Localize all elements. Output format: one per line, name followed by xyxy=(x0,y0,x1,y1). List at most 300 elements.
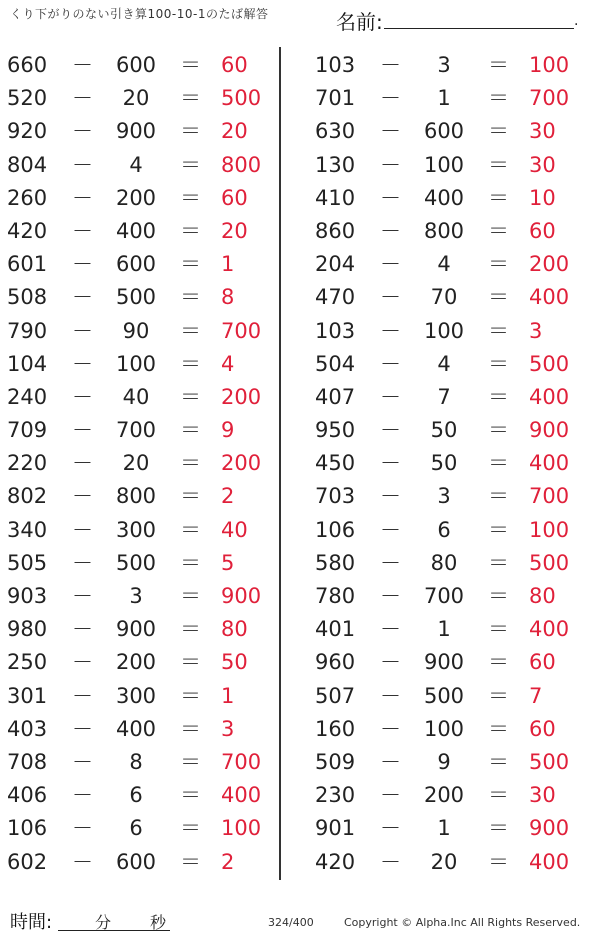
worksheet-title: くり下がりのない引き算100-10-1のたば解答 xyxy=(10,7,269,21)
problem-row xyxy=(0,214,275,247)
subtrahend: 4 xyxy=(437,351,451,376)
equals-sign: ＝ xyxy=(180,617,201,642)
answer: 9 xyxy=(221,418,235,443)
answer: 60 xyxy=(529,218,556,243)
time-label: 時間: xyxy=(10,912,53,933)
equals-sign: ＝ xyxy=(488,550,509,575)
minuend: 920 xyxy=(7,119,48,144)
equals-sign: ＝ xyxy=(180,351,201,376)
problem-row xyxy=(0,845,275,878)
minuend: 103 xyxy=(315,53,356,77)
answer: 700 xyxy=(221,318,262,343)
subtrahend: 1 xyxy=(437,86,451,111)
minuend: 701 xyxy=(315,86,356,111)
equals-sign: ＝ xyxy=(488,716,509,741)
minus-sign: － xyxy=(72,119,93,144)
equals-sign: ＝ xyxy=(488,318,509,343)
equals-sign: ＝ xyxy=(488,86,509,111)
subtrahend: 20 xyxy=(122,451,150,476)
answer: 10 xyxy=(529,185,556,210)
problem-row xyxy=(308,446,583,479)
minus-sign: － xyxy=(72,185,93,210)
equals-sign: ＝ xyxy=(488,384,509,409)
problem-row xyxy=(308,81,583,114)
minus-sign: － xyxy=(380,749,401,774)
subtrahend: 900 xyxy=(115,119,157,144)
problem-row xyxy=(308,845,583,878)
minus-sign: － xyxy=(380,86,401,111)
minuend: 250 xyxy=(7,650,48,675)
equals-sign: ＝ xyxy=(488,152,509,177)
minuend: 470 xyxy=(315,285,356,310)
minus-sign: － xyxy=(380,185,401,210)
equals-sign: ＝ xyxy=(180,716,201,741)
minus-sign: － xyxy=(72,418,93,443)
subtrahend: 500 xyxy=(115,285,157,310)
subtrahend: 20 xyxy=(430,849,458,874)
subtrahend: 600 xyxy=(115,252,157,277)
answer: 200 xyxy=(221,384,262,409)
subtrahend: 4 xyxy=(437,252,451,277)
subtrahend: 6 xyxy=(129,816,143,841)
equals-sign: ＝ xyxy=(488,584,509,608)
minuend: 106 xyxy=(7,816,48,841)
subtrahend: 90 xyxy=(122,318,150,343)
minus-sign: － xyxy=(380,617,401,642)
answer: 900 xyxy=(529,816,570,841)
copyright: Copyright © Alpha.Inc All Rights Reserved. xyxy=(344,916,581,929)
equals-sign: ＝ xyxy=(180,384,201,409)
minus-sign: － xyxy=(72,86,93,111)
answer: 8 xyxy=(221,285,235,310)
problem-row xyxy=(308,745,583,778)
subtrahend: 50 xyxy=(430,451,458,476)
minus-sign: － xyxy=(72,617,93,642)
equals-sign: ＝ xyxy=(180,252,201,277)
minuend: 340 xyxy=(7,517,48,542)
minuend: 406 xyxy=(7,783,48,808)
equals-sign: ＝ xyxy=(180,749,201,774)
subtrahend: 700 xyxy=(115,418,157,443)
minuend: 703 xyxy=(315,484,356,509)
problem-row xyxy=(308,48,583,81)
answer: 500 xyxy=(529,550,570,575)
equals-sign: ＝ xyxy=(180,484,201,509)
minuend: 790 xyxy=(7,318,48,343)
minuend: 420 xyxy=(7,218,48,243)
equals-sign: ＝ xyxy=(488,252,509,277)
minuend: 602 xyxy=(7,849,48,874)
subtrahend: 400 xyxy=(115,218,157,243)
minuend: 504 xyxy=(315,351,356,376)
problem-row xyxy=(0,181,275,214)
problem-row xyxy=(308,214,583,247)
minuend: 708 xyxy=(7,749,48,774)
problem-row xyxy=(0,413,275,446)
minuend: 804 xyxy=(7,152,48,177)
minus-sign: － xyxy=(72,351,93,376)
minus-sign: － xyxy=(72,716,93,741)
problem-row xyxy=(308,380,583,413)
problem-row xyxy=(308,479,583,512)
problem-row xyxy=(308,645,583,678)
subtrahend: 70 xyxy=(430,285,458,310)
equals-sign: ＝ xyxy=(180,218,201,243)
subtrahend: 500 xyxy=(115,550,157,575)
minuend: 860 xyxy=(315,218,356,243)
answer: 50 xyxy=(221,650,248,675)
subtrahend: 20 xyxy=(122,86,150,111)
subtrahend: 900 xyxy=(115,617,157,642)
minuend: 260 xyxy=(7,185,48,210)
equals-sign: ＝ xyxy=(488,617,509,642)
minus-sign: － xyxy=(380,584,401,608)
subtrahend: 6 xyxy=(129,783,143,808)
minus-sign: － xyxy=(380,53,401,77)
equals-sign: ＝ xyxy=(180,285,201,310)
minus-sign: － xyxy=(72,285,93,310)
problem-row xyxy=(308,679,583,712)
subtrahend: 3 xyxy=(437,484,451,509)
answer: 900 xyxy=(221,584,262,608)
minuend: 509 xyxy=(315,749,356,774)
problem-row xyxy=(0,446,275,479)
minuend: 104 xyxy=(7,351,48,376)
subtrahend: 200 xyxy=(115,185,157,210)
answer: 5 xyxy=(221,550,235,575)
page-number: 324/400 xyxy=(268,916,314,929)
minus-sign: － xyxy=(72,384,93,409)
subtrahend: 80 xyxy=(430,550,458,575)
equals-sign: ＝ xyxy=(180,53,201,77)
answer: 30 xyxy=(529,783,556,808)
problem-row xyxy=(308,347,583,380)
problem-row xyxy=(308,280,583,313)
subtrahend: 500 xyxy=(423,683,465,708)
seconds-label: 秒 xyxy=(150,913,167,932)
problem-row xyxy=(0,546,275,579)
minus-sign: － xyxy=(380,218,401,243)
left-problem-column xyxy=(0,48,275,878)
subtrahend: 100 xyxy=(423,318,465,343)
problem-row xyxy=(308,181,583,214)
minuend: 505 xyxy=(7,550,48,575)
subtrahend: 6 xyxy=(437,517,451,542)
minuend: 660 xyxy=(7,53,48,77)
minuend: 780 xyxy=(315,584,356,608)
problem-row xyxy=(308,579,583,612)
minuend: 709 xyxy=(7,418,48,443)
answer: 500 xyxy=(221,86,262,111)
problem-row xyxy=(308,712,583,745)
subtrahend: 600 xyxy=(423,119,465,144)
problem-row xyxy=(0,347,275,380)
minus-sign: － xyxy=(72,517,93,542)
answer: 400 xyxy=(529,617,570,642)
subtrahend: 8 xyxy=(129,749,143,774)
problem-row xyxy=(0,513,275,546)
minuend: 630 xyxy=(315,119,356,144)
subtrahend: 7 xyxy=(437,384,451,409)
equals-sign: ＝ xyxy=(488,683,509,708)
minus-sign: － xyxy=(72,816,93,841)
subtrahend: 900 xyxy=(423,650,465,675)
problem-row xyxy=(0,645,275,678)
minuend: 106 xyxy=(315,517,356,542)
problem-row xyxy=(308,513,583,546)
minuend: 802 xyxy=(7,484,48,509)
minuend: 407 xyxy=(315,384,356,409)
subtrahend: 200 xyxy=(423,783,465,808)
answer: 800 xyxy=(221,152,262,177)
subtrahend: 1 xyxy=(437,617,451,642)
answer: 700 xyxy=(221,749,262,774)
minuend: 240 xyxy=(7,384,48,409)
answer: 1 xyxy=(221,252,235,277)
problem-row xyxy=(0,314,275,347)
problem-row xyxy=(0,712,275,745)
minus-sign: － xyxy=(380,550,401,575)
minus-sign: － xyxy=(380,484,401,509)
answer: 400 xyxy=(529,451,570,476)
equals-sign: ＝ xyxy=(488,816,509,841)
problem-row xyxy=(308,546,583,579)
answer: 100 xyxy=(529,517,570,542)
minuend: 130 xyxy=(315,152,356,177)
minus-sign: － xyxy=(72,152,93,177)
answer: 60 xyxy=(221,53,248,77)
answer: 60 xyxy=(221,185,248,210)
minuend: 220 xyxy=(7,451,48,476)
subtrahend: 4 xyxy=(129,152,143,177)
problem-row xyxy=(0,81,275,114)
minuend: 230 xyxy=(315,783,356,808)
minus-sign: － xyxy=(380,683,401,708)
answer: 20 xyxy=(221,119,248,144)
minuend: 410 xyxy=(315,185,356,210)
subtrahend: 50 xyxy=(430,418,458,443)
answer: 700 xyxy=(529,86,570,111)
minus-sign: － xyxy=(380,384,401,409)
minus-sign: － xyxy=(72,550,93,575)
equals-sign: ＝ xyxy=(488,351,509,376)
subtrahend: 400 xyxy=(115,716,157,741)
subtrahend: 100 xyxy=(423,716,465,741)
minutes-label: 分 xyxy=(95,913,112,932)
problem-row xyxy=(308,778,583,811)
equals-sign: ＝ xyxy=(488,418,509,443)
minus-sign: － xyxy=(72,218,93,243)
column-divider xyxy=(279,47,281,880)
minus-sign: － xyxy=(380,285,401,310)
equals-sign: ＝ xyxy=(488,749,509,774)
minuend: 601 xyxy=(7,252,48,277)
minuend: 903 xyxy=(7,584,48,608)
equals-sign: ＝ xyxy=(180,119,201,144)
answer: 500 xyxy=(529,749,570,774)
equals-sign: ＝ xyxy=(488,119,509,144)
minus-sign: － xyxy=(380,152,401,177)
minuend: 520 xyxy=(7,86,48,111)
subtrahend: 200 xyxy=(115,650,157,675)
subtrahend: 700 xyxy=(423,584,465,608)
name-line[interactable] xyxy=(384,28,574,29)
answer: 60 xyxy=(529,650,556,675)
minus-sign: － xyxy=(72,683,93,708)
answer: 2 xyxy=(221,484,235,509)
subtrahend: 600 xyxy=(115,53,157,77)
subtrahend: 40 xyxy=(122,384,150,409)
minus-sign: － xyxy=(72,783,93,808)
answer: 100 xyxy=(529,53,570,77)
answer: 400 xyxy=(529,285,570,310)
minuend: 950 xyxy=(315,418,356,443)
minuend: 508 xyxy=(7,285,48,310)
equals-sign: ＝ xyxy=(488,218,509,243)
name-label: 名前: xyxy=(336,10,383,34)
equals-sign: ＝ xyxy=(180,451,201,476)
equals-sign: ＝ xyxy=(180,152,201,177)
minus-sign: － xyxy=(380,650,401,675)
problem-row xyxy=(308,811,583,844)
minus-sign: － xyxy=(380,517,401,542)
problem-row xyxy=(308,314,583,347)
answer: 700 xyxy=(529,484,570,509)
minus-sign: － xyxy=(380,783,401,808)
problem-row xyxy=(0,679,275,712)
answer: 900 xyxy=(529,418,570,443)
problem-row xyxy=(0,280,275,313)
minus-sign: － xyxy=(72,584,93,608)
minuend: 450 xyxy=(315,451,356,476)
equals-sign: ＝ xyxy=(488,285,509,310)
minuend: 401 xyxy=(315,617,356,642)
equals-sign: ＝ xyxy=(180,550,201,575)
subtrahend: 300 xyxy=(115,683,157,708)
minus-sign: － xyxy=(72,451,93,476)
equals-sign: ＝ xyxy=(180,783,201,808)
subtrahend: 3 xyxy=(437,53,451,77)
minus-sign: － xyxy=(380,816,401,841)
answer: 4 xyxy=(221,351,235,376)
problem-row xyxy=(0,579,275,612)
answer: 30 xyxy=(529,119,556,144)
subtrahend: 1 xyxy=(437,816,451,841)
minus-sign: － xyxy=(72,252,93,277)
equals-sign: ＝ xyxy=(488,849,509,874)
answer: 30 xyxy=(529,152,556,177)
problem-row xyxy=(0,612,275,645)
minuend: 420 xyxy=(315,849,356,874)
equals-sign: ＝ xyxy=(180,318,201,343)
equals-sign: ＝ xyxy=(180,650,201,675)
equals-sign: ＝ xyxy=(180,849,201,874)
minuend: 160 xyxy=(315,716,356,741)
equals-sign: ＝ xyxy=(180,683,201,708)
problem-row xyxy=(0,745,275,778)
minuend: 901 xyxy=(315,816,356,841)
answer: 1 xyxy=(221,683,235,708)
minus-sign: － xyxy=(380,418,401,443)
subtrahend: 100 xyxy=(115,351,157,376)
minus-sign: － xyxy=(72,53,93,77)
equals-sign: ＝ xyxy=(488,783,509,808)
minus-sign: － xyxy=(380,451,401,476)
minus-sign: － xyxy=(380,119,401,144)
answer: 500 xyxy=(529,351,570,376)
problem-row xyxy=(308,612,583,645)
subtrahend: 800 xyxy=(423,218,465,243)
answer: 40 xyxy=(221,517,248,542)
equals-sign: ＝ xyxy=(180,185,201,210)
problem-row xyxy=(0,778,275,811)
minus-sign: － xyxy=(380,849,401,874)
equals-sign: ＝ xyxy=(488,484,509,509)
problem-row xyxy=(308,148,583,181)
equals-sign: ＝ xyxy=(488,451,509,476)
subtrahend: 800 xyxy=(115,484,157,509)
minuend: 580 xyxy=(315,550,356,575)
problem-row xyxy=(0,148,275,181)
problem-row xyxy=(308,247,583,280)
answer: 200 xyxy=(529,252,570,277)
equals-sign: ＝ xyxy=(180,517,201,542)
minuend: 403 xyxy=(7,716,48,741)
minuend: 103 xyxy=(315,318,356,343)
minus-sign: － xyxy=(72,484,93,509)
minuend: 507 xyxy=(315,683,356,708)
equals-sign: ＝ xyxy=(180,418,201,443)
problem-row xyxy=(0,479,275,512)
minus-sign: － xyxy=(380,252,401,277)
problem-row xyxy=(308,114,583,147)
problem-row xyxy=(0,811,275,844)
answer: 60 xyxy=(529,716,556,741)
problem-row xyxy=(0,247,275,280)
equals-sign: ＝ xyxy=(488,650,509,675)
problem-row xyxy=(0,48,275,81)
equals-sign: ＝ xyxy=(488,185,509,210)
minuend: 960 xyxy=(315,650,356,675)
problem-row xyxy=(308,413,583,446)
subtrahend: 3 xyxy=(129,584,143,608)
answer: 7 xyxy=(529,683,543,708)
equals-sign: ＝ xyxy=(180,86,201,111)
equals-sign: ＝ xyxy=(180,816,201,841)
subtrahend: 9 xyxy=(437,749,451,774)
right-problem-column xyxy=(308,48,583,878)
name-dot: . xyxy=(574,13,579,29)
minus-sign: － xyxy=(72,318,93,343)
minus-sign: － xyxy=(72,650,93,675)
equals-sign: ＝ xyxy=(488,53,509,77)
minuend: 301 xyxy=(7,683,48,708)
answer: 400 xyxy=(529,384,570,409)
answer: 3 xyxy=(529,318,543,343)
minus-sign: － xyxy=(380,716,401,741)
equals-sign: ＝ xyxy=(488,517,509,542)
minuend: 204 xyxy=(315,252,356,277)
answer: 400 xyxy=(221,783,262,808)
problem-row xyxy=(0,114,275,147)
answer: 80 xyxy=(529,584,556,608)
answer: 100 xyxy=(221,816,262,841)
answer: 200 xyxy=(221,451,262,476)
minuend: 980 xyxy=(7,617,48,642)
answer: 20 xyxy=(221,218,248,243)
minus-sign: － xyxy=(380,351,401,376)
minus-sign: － xyxy=(72,749,93,774)
